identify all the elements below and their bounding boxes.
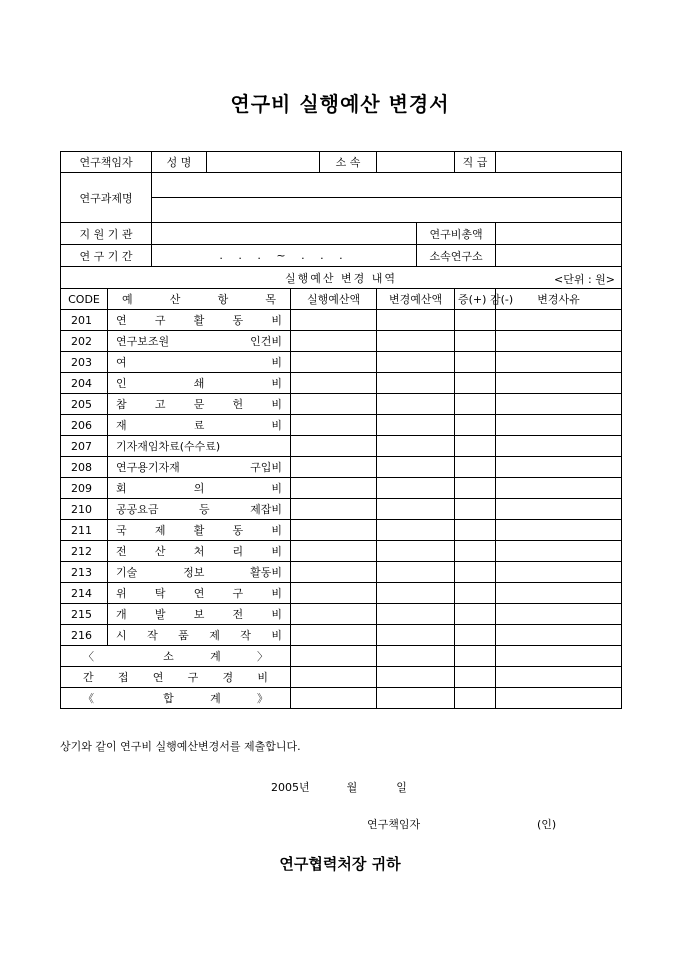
- table-row: [61, 457, 622, 478]
- period-label: 연 구 기 간: [61, 245, 152, 267]
- item-reason[interactable]: [496, 457, 622, 478]
- total-reason[interactable]: [496, 688, 622, 709]
- position-field[interactable]: [496, 152, 622, 173]
- item-diff[interactable]: [455, 499, 496, 520]
- item-changed[interactable]: [377, 562, 455, 583]
- item-changed[interactable]: [377, 331, 455, 352]
- item-changed[interactable]: [377, 583, 455, 604]
- agency-label: 지 원 기 관: [61, 223, 152, 245]
- item-changed[interactable]: [377, 499, 455, 520]
- item-diff[interactable]: [455, 604, 496, 625]
- signer-label: 연구책임자: [367, 818, 421, 831]
- total-planned[interactable]: [291, 688, 377, 709]
- item-diff[interactable]: [455, 415, 496, 436]
- affiliation-field[interactable]: [377, 152, 455, 173]
- item-planned[interactable]: [291, 310, 377, 331]
- item-name: 재 료 비: [108, 415, 291, 436]
- item-name: 기자재임차료(수수료): [108, 436, 291, 457]
- item-name: 국 제 활 동 비: [108, 520, 291, 541]
- detail-heading: 실행예산 변경 내역: [285, 271, 398, 285]
- item-reason[interactable]: [496, 583, 622, 604]
- item-diff[interactable]: [455, 457, 496, 478]
- item-diff[interactable]: [455, 562, 496, 583]
- item-diff[interactable]: [455, 583, 496, 604]
- institute-field[interactable]: [496, 245, 622, 267]
- table-row: [61, 352, 622, 373]
- indirect-changed[interactable]: [377, 667, 455, 688]
- item-code: 216: [61, 625, 108, 646]
- item-reason[interactable]: [496, 541, 622, 562]
- item-code: 212: [61, 541, 108, 562]
- unit-label: <단위 : 원>: [554, 273, 616, 286]
- table-row: [61, 310, 622, 331]
- item-code: 201: [61, 310, 108, 331]
- table-row: [61, 625, 622, 646]
- col-planned: 실행예산액: [291, 289, 377, 310]
- table-row: [61, 373, 622, 394]
- item-code: 207: [61, 436, 108, 457]
- item-diff[interactable]: [455, 331, 496, 352]
- document-title: 연구비 실행예산 변경서: [230, 92, 450, 116]
- subtotal-diff[interactable]: [455, 646, 496, 667]
- agency-field[interactable]: [152, 223, 417, 245]
- item-reason[interactable]: [496, 310, 622, 331]
- item-code: 215: [61, 604, 108, 625]
- col-changed: 변경예산액: [377, 289, 455, 310]
- item-name: 공공요금 등 제잡비: [108, 499, 291, 520]
- item-name: 위 탁 연 구 비: [108, 583, 291, 604]
- table-row: [61, 583, 622, 604]
- total-diff[interactable]: [455, 688, 496, 709]
- subtotal-label: 〈 소 계 〉: [61, 646, 291, 667]
- item-diff[interactable]: [455, 352, 496, 373]
- period-field[interactable]: . . . ~ . . .: [152, 245, 417, 267]
- table-row: [61, 415, 622, 436]
- affiliation-label: 소 속: [320, 152, 377, 173]
- item-planned[interactable]: [291, 562, 377, 583]
- item-planned[interactable]: [291, 394, 377, 415]
- item-diff[interactable]: [455, 478, 496, 499]
- item-reason[interactable]: [496, 625, 622, 646]
- agency-row: [61, 223, 622, 245]
- item-code: 209: [61, 478, 108, 499]
- item-planned[interactable]: [291, 331, 377, 352]
- recipient: 연구협력처장 귀하: [279, 855, 401, 873]
- table-row: [61, 436, 622, 457]
- item-code: 208: [61, 457, 108, 478]
- item-diff[interactable]: [455, 373, 496, 394]
- item-code: 214: [61, 583, 108, 604]
- item-code: 204: [61, 373, 108, 394]
- project-label: 연구과제명: [61, 173, 152, 223]
- table-row: [61, 499, 622, 520]
- item-reason[interactable]: [496, 562, 622, 583]
- project-field-line2[interactable]: [152, 198, 622, 223]
- item-diff[interactable]: [455, 436, 496, 457]
- item-planned[interactable]: [291, 352, 377, 373]
- item-changed[interactable]: [377, 436, 455, 457]
- item-changed[interactable]: [377, 520, 455, 541]
- indirect-label: 간 접 연 구 경 비: [61, 667, 291, 688]
- table-row: [61, 562, 622, 583]
- project-field-line1[interactable]: [152, 173, 622, 198]
- item-reason[interactable]: [496, 331, 622, 352]
- item-changed[interactable]: [377, 352, 455, 373]
- item-reason[interactable]: [496, 604, 622, 625]
- item-planned[interactable]: [291, 520, 377, 541]
- col-item: 예 산 항 목: [108, 289, 291, 310]
- item-diff[interactable]: [455, 625, 496, 646]
- item-diff[interactable]: [455, 541, 496, 562]
- item-name: 연구보조원 인건비: [108, 331, 291, 352]
- item-name: 시 작 품 제 작 비: [108, 625, 291, 646]
- date-day: 일: [396, 781, 407, 794]
- table-row: [61, 394, 622, 415]
- table-row: [61, 604, 622, 625]
- item-planned[interactable]: [291, 436, 377, 457]
- item-planned[interactable]: [291, 373, 377, 394]
- item-name: 여 비: [108, 352, 291, 373]
- date-month: 월: [346, 781, 358, 794]
- item-name: 인 쇄 비: [108, 373, 291, 394]
- submission-statement: 상기와 같이 연구비 실행예산변경서를 제출합니다.: [60, 740, 301, 753]
- table-row: [61, 520, 622, 541]
- table-row: [61, 331, 622, 352]
- item-planned[interactable]: [291, 478, 377, 499]
- item-changed[interactable]: [377, 478, 455, 499]
- item-name: 회 의 비: [108, 478, 291, 499]
- item-reason[interactable]: [496, 478, 622, 499]
- name-label: 성 명: [152, 152, 207, 173]
- researcher-row: [61, 152, 622, 173]
- subtotal-reason[interactable]: [496, 646, 622, 667]
- detail-heading-cell: [61, 267, 622, 289]
- total-changed[interactable]: [377, 688, 455, 709]
- item-rows: [61, 310, 622, 646]
- name-field[interactable]: [207, 152, 320, 173]
- item-changed[interactable]: [377, 604, 455, 625]
- item-changed[interactable]: [377, 394, 455, 415]
- project-row: [61, 173, 622, 198]
- item-planned[interactable]: [291, 604, 377, 625]
- item-changed[interactable]: [377, 415, 455, 436]
- seal-mark: (인): [537, 818, 557, 831]
- submission-date: [271, 779, 407, 795]
- indirect-diff[interactable]: [455, 667, 496, 688]
- item-changed[interactable]: [377, 541, 455, 562]
- item-diff[interactable]: [455, 310, 496, 331]
- indirect-reason[interactable]: [496, 667, 622, 688]
- item-code: 213: [61, 562, 108, 583]
- item-planned[interactable]: [291, 625, 377, 646]
- col-reason: 변경사유: [496, 289, 622, 310]
- detail-heading-row: [61, 267, 622, 289]
- item-planned[interactable]: [291, 541, 377, 562]
- item-reason[interactable]: [496, 499, 622, 520]
- total-label: 《 합 계 》: [61, 688, 291, 709]
- item-reason[interactable]: [496, 373, 622, 394]
- period-row: [61, 245, 622, 267]
- item-changed[interactable]: [377, 625, 455, 646]
- col-code: CODE: [61, 289, 108, 310]
- item-code: 205: [61, 394, 108, 415]
- item-changed[interactable]: [377, 373, 455, 394]
- item-reason[interactable]: [496, 352, 622, 373]
- col-diff: 증(+) 감(-): [455, 289, 496, 310]
- total-budget-field[interactable]: [496, 223, 622, 245]
- item-name: 기술 정보 활동비: [108, 562, 291, 583]
- item-changed[interactable]: [377, 457, 455, 478]
- position-label: 직 급: [455, 152, 496, 173]
- item-changed[interactable]: [377, 310, 455, 331]
- indirect-planned[interactable]: [291, 667, 377, 688]
- item-code: 211: [61, 520, 108, 541]
- item-name: 개 발 보 전 비: [108, 604, 291, 625]
- item-name: 참 고 문 헌 비: [108, 394, 291, 415]
- table-row: [61, 478, 622, 499]
- item-planned[interactable]: [291, 583, 377, 604]
- indirect-row: [61, 667, 622, 688]
- total-budget-label: 연구비총액: [417, 223, 496, 245]
- budget-change-form: [60, 151, 622, 709]
- item-reason[interactable]: [496, 415, 622, 436]
- table-row: [61, 541, 622, 562]
- institute-label: 소속연구소: [417, 245, 496, 267]
- item-name: 전 산 처 리 비: [108, 541, 291, 562]
- item-planned[interactable]: [291, 457, 377, 478]
- item-name: 연구용기자재 구입비: [108, 457, 291, 478]
- date-year: 2005년: [271, 781, 310, 794]
- item-diff[interactable]: [455, 394, 496, 415]
- item-name: 연 구 활 동 비: [108, 310, 291, 331]
- item-reason[interactable]: [496, 436, 622, 457]
- item-reason[interactable]: [496, 520, 622, 541]
- item-code: 210: [61, 499, 108, 520]
- item-planned[interactable]: [291, 499, 377, 520]
- item-code: 202: [61, 331, 108, 352]
- item-planned[interactable]: [291, 415, 377, 436]
- subtotal-row: [61, 646, 622, 667]
- total-row: [61, 688, 622, 709]
- item-diff[interactable]: [455, 520, 496, 541]
- subtotal-changed[interactable]: [377, 646, 455, 667]
- researcher-label: 연구책임자: [61, 152, 152, 173]
- item-code: 203: [61, 352, 108, 373]
- column-header-row: [61, 289, 622, 310]
- item-reason[interactable]: [496, 394, 622, 415]
- subtotal-planned[interactable]: [291, 646, 377, 667]
- item-code: 206: [61, 415, 108, 436]
